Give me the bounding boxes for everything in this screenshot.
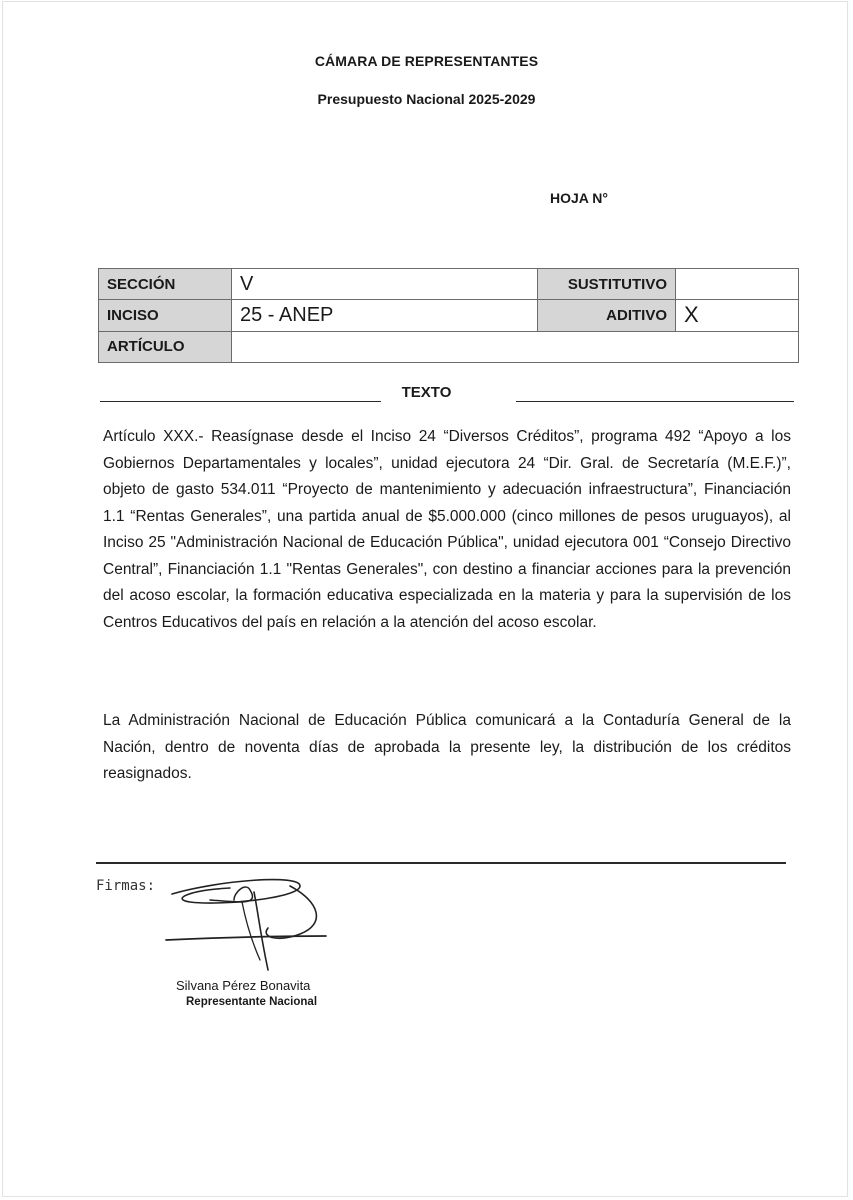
sheet-number-label: HOJA N° (550, 190, 608, 206)
signer-role: Representante Nacional (186, 996, 318, 1008)
articulo-value (232, 331, 799, 362)
article-info-table (98, 268, 799, 363)
texto-rule-left (100, 401, 381, 402)
articulo-row (99, 331, 799, 362)
handwritten-signature (150, 872, 340, 982)
signer-name: Silvana Pérez Bonavita (176, 978, 311, 993)
chamber-title: CÁMARA DE REPRESENTANTES (314, 53, 539, 69)
inciso-label: INCISO (99, 300, 232, 331)
firmas-label: Firmas: (96, 878, 156, 894)
seccion-value: V (232, 269, 538, 300)
article-paragraph: Artículo XXX.- Reasígnase desde el Inciso 24 “Diversos Créditos”, programa 492 “Apoyo a los Gobiernos Departamentales y locales”, unidad ejecutora 24 “Dir. Gral. de Secretaría (M.E.F.)”, objeto de gasto 534.011 “Proyecto de mantenimiento y adecuación infraestructura”, Financiación 1.1 “Rentas Generales”, una partida anual de $5.000.000 (cinco millones de pesos uruguayos), al Inciso 25 "Administración Nacional de Educación Pública", unidad ejecutora 001 “Consejo Directivo Central”, Financiación 1.1 "Rentas Generales", con destino a financiar acciones para la prevención del acoso escolar, la formación educativa especializada en la materia y para la supervisión de los Centros Educativos del país en relación a la atención del acoso escolar. (103, 428, 791, 631)
aditivo-label: ADITIVO (538, 300, 676, 331)
inciso-row (99, 300, 799, 331)
sustitutivo-label: SUSTITUTIVO (538, 269, 676, 300)
articulo-label: ARTÍCULO (99, 331, 232, 362)
aditivo-value: X (676, 300, 799, 331)
distribution-paragraph: La Administración Nacional de Educación Pública comunicará a la Contaduría General de la Nación, dentro de noventa días de aprobada la presente ley, la distribución de los créditos reasignados. (103, 712, 791, 782)
seccion-label: SECCIÓN (99, 269, 232, 300)
sustitutivo-value (676, 269, 799, 300)
signature-separator (96, 862, 786, 864)
texto-rule-right (516, 401, 794, 402)
inciso-value: 25 - ANEP (232, 300, 538, 331)
seccion-row (99, 269, 799, 300)
texto-heading: TEXTO (401, 384, 452, 401)
budget-title: Presupuesto Nacional 2025-2029 (317, 91, 536, 107)
